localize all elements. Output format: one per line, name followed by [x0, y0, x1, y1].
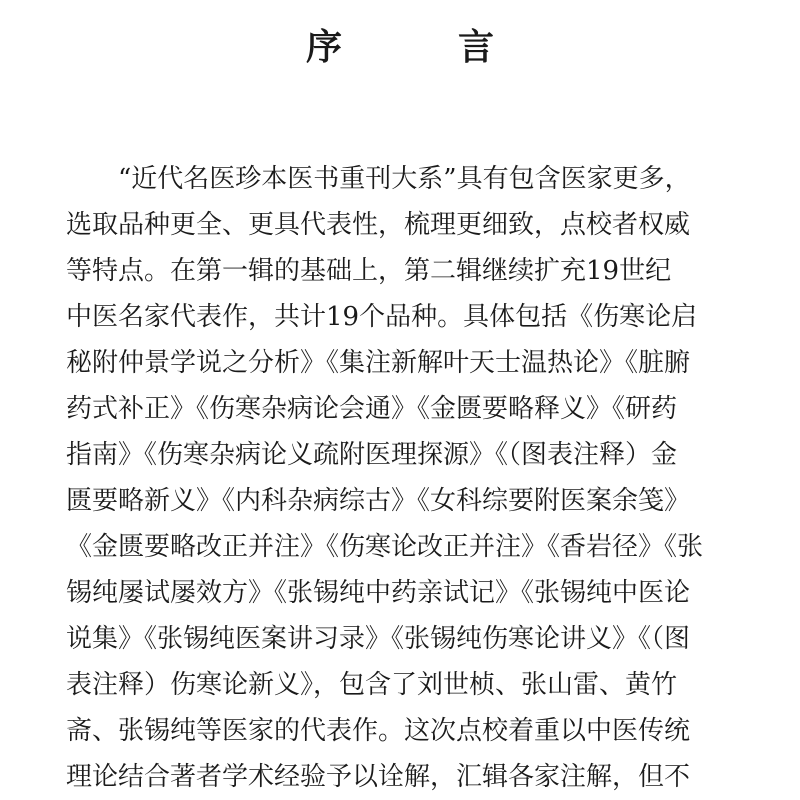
preface-paragraph: [66, 156, 742, 800]
text-line: 等特点。在第一辑的基础上，第二辑继续扩充19世纪: [66, 256, 672, 286]
text-line: 《金匮要略改正并注》《伤寒论改正并注》《香岩径》《张: [66, 532, 704, 562]
text-line: 中医名家代表作，共计19个品种。具体包括《伤寒论启: [66, 302, 698, 332]
text-line: 指南》《伤寒杂病论义疏附医理探源》《（图表注释）金: [66, 440, 678, 470]
text-line: 锡纯屡试屡效方》《张锡纯中药亲试记》《张锡纯中医论: [66, 578, 691, 608]
text-line: 秘附仲景学说之分析》《集注新解叶天士温热论》《脏腑: [66, 348, 691, 378]
text-line: 说集》《张锡纯医案讲习录》《张锡纯伤寒论讲义》《（图: [66, 624, 691, 654]
text-line: 表注释）伤寒论新义》，包含了刘世桢、张山雷、黄竹: [66, 670, 678, 700]
text-line: 选取品种更全、更具代表性，梳理更细致，点校者权威: [66, 210, 691, 240]
text-line: 理论结合著者学术经验予以诠解，汇辑各家注解，但不: [66, 762, 691, 792]
text-line: “近代名医珍本医书重刊大系”具有包含医家更多，: [118, 164, 691, 194]
page-title: 序 言: [305, 26, 534, 68]
text-line: 匮要略新义》《内科杂病综古》《女科综要附医案余笺》: [66, 486, 691, 516]
text-line: 斋、张锡纯等医家的代表作。这次点校着重以中医传统: [66, 716, 691, 746]
text-line: 药式补正》《伤寒杂病论会通》《金匮要略释义》《研药: [66, 394, 678, 424]
